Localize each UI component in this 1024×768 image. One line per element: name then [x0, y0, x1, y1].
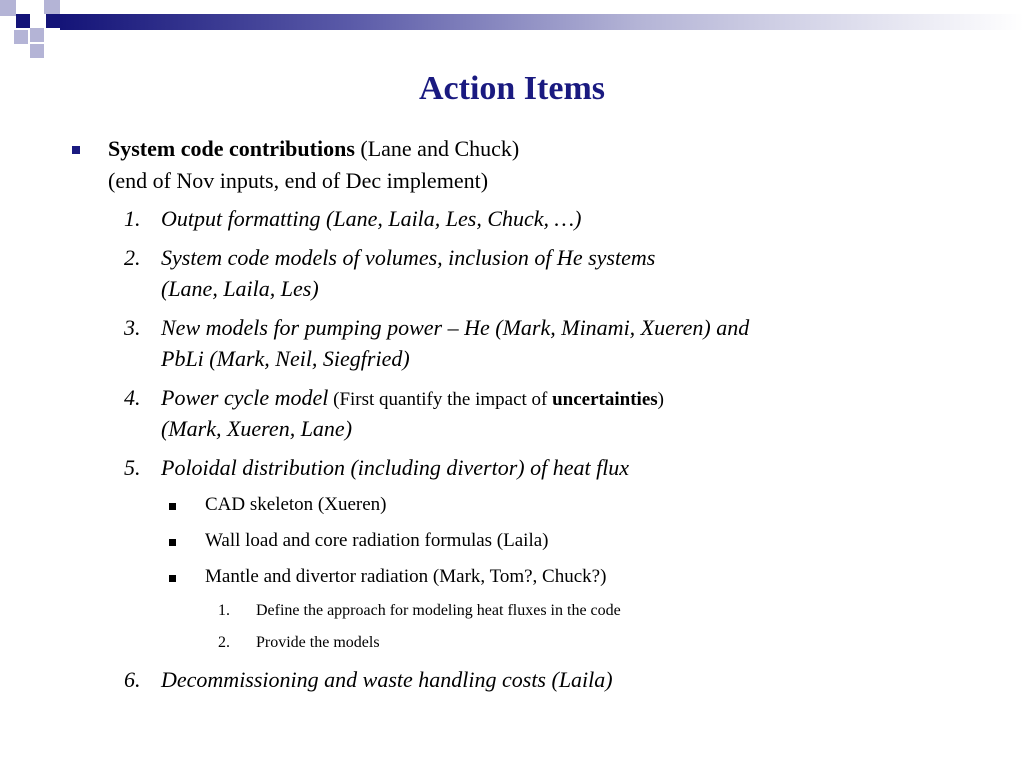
deco-square [46, 14, 60, 28]
item-text: Poloidal distribution (including divertor) of heat flux [161, 455, 630, 480]
item-number: 4. [124, 385, 141, 410]
item-text-close: ) [657, 389, 664, 410]
main-bullet-line2: (end of Nov inputs, end of Dec implement) [108, 168, 489, 193]
sub-item: CAD skeleton (Xueren) [205, 494, 387, 515]
item-number: 1. [124, 206, 141, 231]
item-text: System code models of volumes, inclusion of He systems [161, 245, 656, 270]
subsub-item: Define the approach for modeling heat fluxes in the code [256, 602, 621, 619]
deco-square [16, 14, 30, 28]
deco-square [44, 0, 60, 14]
gradient-bar [60, 14, 1024, 30]
main-bullet-rest: (Lane and Chuck) [354, 136, 520, 161]
deco-square [14, 30, 28, 44]
item-number: 2. [124, 245, 141, 270]
item-number: 5. [124, 455, 141, 480]
item-text-italic: Power cycle model [161, 385, 329, 410]
item-text: New models for pumping power – He (Mark, Minami, Xueren) and [161, 315, 750, 340]
item-text-cont: (Mark, Xueren, Lane) [161, 416, 353, 441]
item-text-note: (First quantify the impact of [328, 389, 553, 410]
subsub-number: 1. [218, 602, 230, 619]
header-decoration [0, 0, 1024, 30]
item-text [161, 385, 664, 411]
item-number: 3. [124, 315, 141, 340]
deco-square [0, 0, 16, 16]
sub-item: Mantle and divertor radiation (Mark, Tom?, Chuck?) [205, 566, 607, 587]
item-text-cont: PbLi (Mark, Neil, Siegfried) [161, 346, 410, 371]
deco-square [30, 44, 44, 58]
main-bullet-bold: System code contributions [108, 136, 355, 161]
subsub-number: 2. [218, 634, 230, 651]
item-text: Decommissioning and waste handling costs (Laila) [161, 667, 613, 692]
subsub-item: Provide the models [256, 634, 380, 651]
main-bullet-line1 [108, 136, 519, 162]
sub-item: Wall load and core radiation formulas (Laila) [205, 530, 549, 551]
sub-bullet-square-icon [169, 539, 176, 546]
slide-title: Action Items [418, 70, 606, 107]
sub-bullet-square-icon [169, 575, 176, 582]
item-text: Output formatting (Lane, Laila, Les, Chuck, …) [161, 206, 582, 231]
item-text-bold: uncertainties [552, 389, 658, 410]
deco-square [30, 28, 44, 42]
item-number: 6. [124, 667, 141, 692]
item-text-cont: (Lane, Laila, Les) [161, 276, 319, 301]
sub-bullet-square-icon [169, 503, 176, 510]
bullet-square-icon [72, 146, 80, 154]
